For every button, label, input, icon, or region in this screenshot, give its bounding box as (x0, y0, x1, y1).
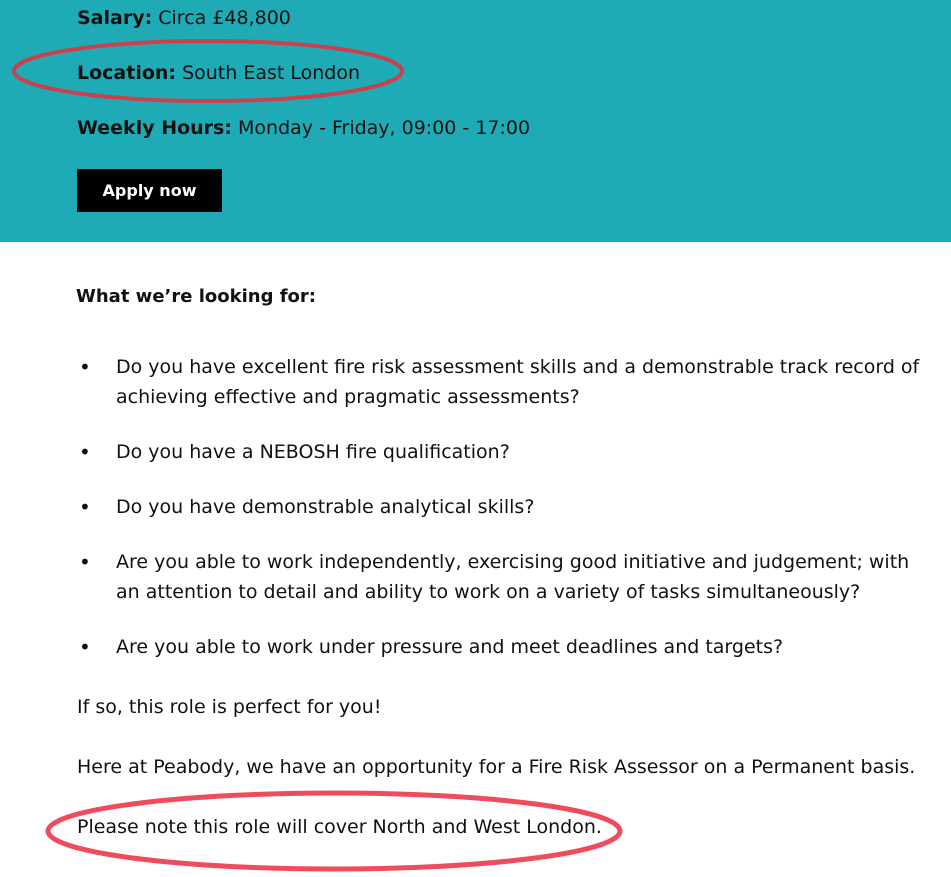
salary-value: Circa £48,800 (158, 7, 291, 29)
requirement-text: Do you have a NEBOSH fire qualification? (116, 441, 510, 463)
location-value: South East London (182, 62, 361, 84)
bullet-icon: • (79, 495, 91, 519)
coverage-paragraph: Please note this role will cover North and West London. (77, 816, 602, 838)
requirement-text: Do you have excellent fire risk assessment skills and a demonstrable track record of achieving effective and pragmatic assessments? (116, 356, 920, 408)
requirement-text: Are you able to work independently, exercising good initiative and judgement; with an attention to detail and ability to work on a variety of tasks simultaneously? (116, 551, 910, 603)
opportunity-paragraph: Here at Peabody, we have an opportunity for a Fire Risk Assessor on a Permanent basis. (77, 756, 916, 778)
location-label: Location: (77, 62, 177, 84)
bullet-icon: • (79, 440, 91, 464)
salary-line (77, 6, 291, 30)
salary-label: Salary: (77, 7, 153, 29)
requirement-text: Do you have demonstrable analytical skills? (116, 496, 535, 518)
location-line (77, 61, 360, 85)
job-header-banner (0, 0, 951, 242)
section-title: What we’re looking for: (76, 286, 316, 307)
bullet-icon: • (79, 550, 91, 574)
apply-now-button[interactable]: Apply now (77, 169, 222, 212)
bullet-icon: • (79, 635, 91, 659)
weekly-hours-value: Monday - Friday, 09:00 - 17:00 (238, 117, 531, 139)
requirement-text: Are you able to work under pressure and meet deadlines and targets? (116, 636, 784, 658)
weekly-hours-label: Weekly Hours: (77, 117, 232, 139)
weekly-hours-line (77, 116, 530, 140)
intro-paragraph: If so, this role is perfect for you! (77, 696, 382, 718)
bullet-icon: • (79, 355, 91, 379)
